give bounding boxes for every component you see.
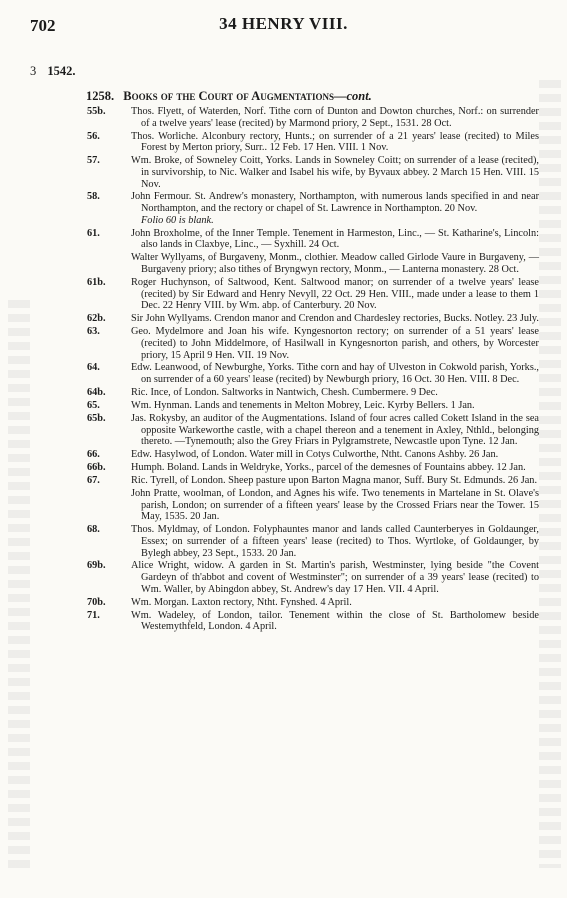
entry-text: John Fermour. St. Andrew's monastery, Northampton, with numerous lands specified in and near Northampton, and the rectory or chapel of St. Lawrence in Northampton. 20 Nov. <box>131 191 539 215</box>
entry-text: Thos. Flyett, of Waterden, Norf. Tithe corn of Dunton and Dowton churches, Norf.: on surrender of a twelve years' lease (recited) by Marmond priory, 2 Sept., 1531. 28 Oct. <box>131 106 539 129</box>
entry-text: Thos. Myldmay, of London. Folyphauntes manor and lands called Caunterberyes in Goldaunger, Essex; on surrender of a fifteen years' lease (recited) to Thos. Wyrtloke, of Goldaunger, by Bylegh abbey, 23 Sept., 1533. 20 Jan. <box>131 524 539 559</box>
entry-row <box>0 387 567 399</box>
folio-number: 64b. <box>87 387 106 399</box>
entry-row <box>0 252 567 275</box>
entry-text: John Broxholme, of the Inner Temple. Tenement in Harmeston, Linc., — St. Katharine's, Lincoln: also lands in Claxbye, Linc., — Syxhill. 24 Oct. <box>131 227 539 251</box>
folio-number: 63. <box>87 326 100 338</box>
folio-number: 65b. <box>87 412 106 424</box>
section-cont: —cont. <box>333 89 372 103</box>
entry-row <box>0 106 567 129</box>
entry-text: Sir John Wyllyams. Crendon manor and Crendon and Chardesley rectories, Bucks. Notley. 23 July. <box>131 313 539 325</box>
folio-number: 58. <box>87 191 100 203</box>
entry-text: Wm. Broke, of Sowneley Coitt, Yorks. Lands in Sowneley Coitt; on surrender of a lease (recited), in survivorship, to Nic. Walker and Isabel his wife, by Byvaux abbey. 2 March 15 Hen. VIII. 15 Nov. <box>131 155 539 190</box>
year-heading <box>30 64 76 79</box>
entry-row <box>0 155 567 190</box>
entry-text: Ric. Ince, of London. Saltworks in Nantwich, Chesh. Cumbermere. 9 Dec. <box>131 387 438 399</box>
entry-row <box>0 413 567 448</box>
folio-number: 65. <box>87 399 100 411</box>
folio-number: 67. <box>87 474 100 486</box>
folio-number: 70b. <box>87 596 106 608</box>
entry-text: Thos. Worliche. Alconbury rectory, Hunts.; on surrender of a 21 years' lease (recited) to Miles Forest by Merton priory, Surr.. 12 Feb. 17 Hen. VIII. 1 Nov. <box>131 130 539 154</box>
year-label: 1542. <box>47 64 76 78</box>
entry-row <box>0 449 567 461</box>
entry-text: Alice Wright, widow. A garden in St. Martin's parish, Westminster, lying beside "the Covent Gardeyn of th'abbot and covent of Westminster"; on surrender of a 39 years' lease (recited) to Wm. Waller, by Abingdon abbey, St. Andrew's day 17 Hen. VII. 4 April. <box>131 560 539 595</box>
entry-row <box>0 488 567 523</box>
section-header <box>86 89 372 104</box>
entry-text: Jas. Rokysby, an auditor of the Augmentations. Island of four acres called Cokett Island in the sea opposite Warkeworthe castle, with a chapel thereon and a tenement in Axley, Nthld., belonging thereto. —Tynemouth; also the Grey Friars in Pylgramstrete, Newcastle upon Tyne. 12 Jan. <box>131 412 539 448</box>
folio-number: 61b. <box>87 276 106 288</box>
entry-row <box>0 191 567 226</box>
section-title: Books of the Court of Augmentations <box>123 89 334 103</box>
entry-row <box>0 475 567 487</box>
entry-row <box>0 524 567 559</box>
entry-row <box>0 228 567 251</box>
folio-number: 71. <box>87 609 100 621</box>
entry-row <box>0 326 567 361</box>
entry-row <box>0 462 567 474</box>
entry-text: Humph. Boland. Lands in Weldryke, Yorks., parcel of the demesnes of Fountains abbey. 12 Jan. <box>131 462 526 474</box>
entry-row <box>0 277 567 312</box>
folio-number: 68. <box>87 524 100 536</box>
folio-number: 66b. <box>87 462 106 474</box>
entry-text: Ric. Tyrell, of London. Sheep pasture upon Barton Magna manor, Suff. Bury St. Edmunds. 26 Jan. <box>131 474 538 486</box>
entry-row <box>0 313 567 325</box>
margin-mark: 3 <box>30 64 37 78</box>
folio-number: 57. <box>87 155 100 167</box>
entry-text: John Pratte, woolman, of London, and Agnes his wife. Two tenements in Martelane in St. Olave's parish, London; on surrender of a fifteen years' lease by the Crossed Friars near the Tower. 15 May, 1535. 20 Jan. <box>131 487 539 523</box>
entries-list <box>0 106 567 634</box>
entry-row <box>0 362 567 385</box>
entry-text: Edw. Hasylwod, of London. Water mill in Cotys Culworthe, Ntht. Canons Ashby. 26 Jan. <box>131 449 499 461</box>
entry-row <box>0 131 567 154</box>
section-number: 1258. <box>86 89 115 103</box>
entry-text: Walter Wyllyams, of Burgaveny, Monm., clothier. Meadow called Girlode Vaure in Burgaveny, — Burgaveny priory; also tithes of Bryngwyn rectory, Monm., — Lanterna monastery. 28 Oct. <box>131 252 539 276</box>
folio-number: 64. <box>87 362 100 374</box>
entry-row <box>0 597 567 609</box>
entry-text: Wm. Wadeley, of London, tailor. Tenement within the close of St. Bartholomew beside Westemythfeld, London. 4 April. <box>131 609 539 633</box>
running-title: 34 HENRY VIII. <box>219 14 348 33</box>
folio-number: 56. <box>87 130 100 142</box>
entry-text: Roger Huchynson, of Saltwood, Kent. Saltwood manor; on surrender of a twelve years' lease (recited) by Sir Edward and Henry Nevyll, 22 Oct. 29 Hen. VIII., made under a lease to them 1 Dec. 22 Henry VIII. by Wm. abp. of Canterbury. 20 Nov. <box>131 276 539 312</box>
page-number: 702 <box>30 16 56 35</box>
entry-row <box>0 610 567 633</box>
folio-number: 61. <box>87 227 100 239</box>
entry-row <box>0 400 567 412</box>
entry-row <box>0 560 567 595</box>
entry-text: Edw. Leanwood, of Newburghe, Yorks. Tithe corn and hay of Ulveston in Cokwold parish, Yorks., on surrender of a 60 years' lease (recited) by Newburgh priory, 16 Oct. 30 Hen. VIII. 8 Dec. <box>131 362 539 386</box>
folio-number: 55b. <box>87 106 106 117</box>
folio-number: 66. <box>87 449 100 461</box>
entry-note: Folio 60 is blank. <box>141 214 214 226</box>
entry-text: Wm. Hynman. Lands and tenements in Melton Mobrey, Leic. Kyrby Bellers. 1 Jan. <box>131 399 475 411</box>
entry-text: Wm. Morgan. Laxton rectory, Ntht. Fynshed. 4 April. <box>131 596 352 608</box>
entry-text: Geo. Mydelmore and Joan his wife. Kyngesnorton rectory; on surrender of a 51 years' lease (recited) to John Middelmore, of Hasilwall in Kyngesnorton parish, and others, by Worcester priory, 15 April 9 Hen. VII. 19 Nov. <box>131 326 539 361</box>
folio-number: 62b. <box>87 313 106 325</box>
folio-number: 69b. <box>87 560 106 572</box>
